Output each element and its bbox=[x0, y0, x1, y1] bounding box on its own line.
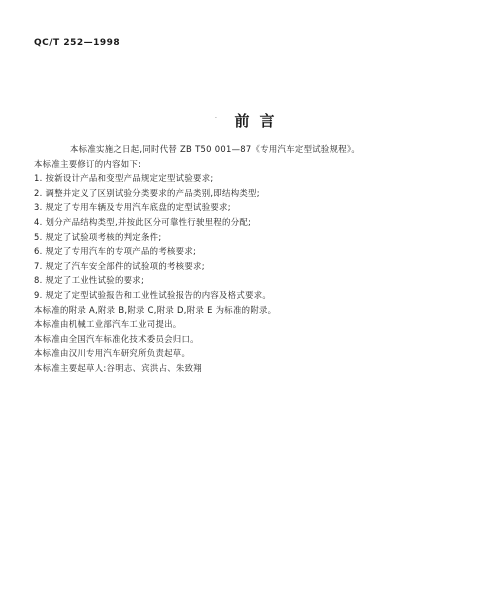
body-line: 1. 按新设计产品和变型产品规定定型试验要求; bbox=[34, 173, 214, 184]
body-line: 5. 规定了试验项考核的判定条件; bbox=[34, 231, 162, 242]
page-title bbox=[0, 110, 499, 131]
stray-mark: · bbox=[215, 115, 217, 122]
body-line: 本标准由汉川专用汽车研究所负责起草。 bbox=[34, 348, 191, 359]
body-line: 8. 规定了工业性试验的要求; bbox=[34, 275, 145, 286]
body-line: 本标准的附录 A,附录 B,附录 C,附录 D,附录 E 为标准的附录。 bbox=[34, 304, 277, 315]
body-line: 本标准实施之日起,同时代替 ZB T50 001—87《专用汽车定型试验规程》。 bbox=[70, 144, 361, 154]
body-line: 7. 规定了汽车安全部件的试验项的考核要求; bbox=[34, 260, 205, 271]
body-line: 3. 规定了专用车辆及专用汽车底盘的定型试验要求; bbox=[34, 202, 231, 213]
body-line: 2. 调整并定义了区别试验分类要求的产品类别,即结构类型; bbox=[34, 187, 260, 198]
body-line: 本标准由机械工业部汽车工业司提出。 bbox=[34, 319, 182, 330]
body-text bbox=[34, 142, 474, 376]
body-line: 本标准由全国汽车标准化技术委员会归口。 bbox=[34, 333, 199, 344]
standard-code: QC/T 252—1998 bbox=[34, 38, 121, 48]
body-line: 6. 规定了专用汽车的专项产品的考核要求; bbox=[34, 246, 197, 257]
body-line: 9. 规定了定型试验报告和工业性试验报告的内容及格式要求。 bbox=[34, 289, 272, 300]
page-title-text: 前言 bbox=[234, 112, 285, 130]
body-line: 本标准主要起草人:谷明志、宾洪占、朱致翔 bbox=[34, 362, 202, 373]
body-line: 4. 划分产品结构类型,并按此区分可靠性行驶里程的分配; bbox=[34, 216, 252, 227]
body-line: 本标准主要修订的内容如下: bbox=[34, 158, 142, 169]
